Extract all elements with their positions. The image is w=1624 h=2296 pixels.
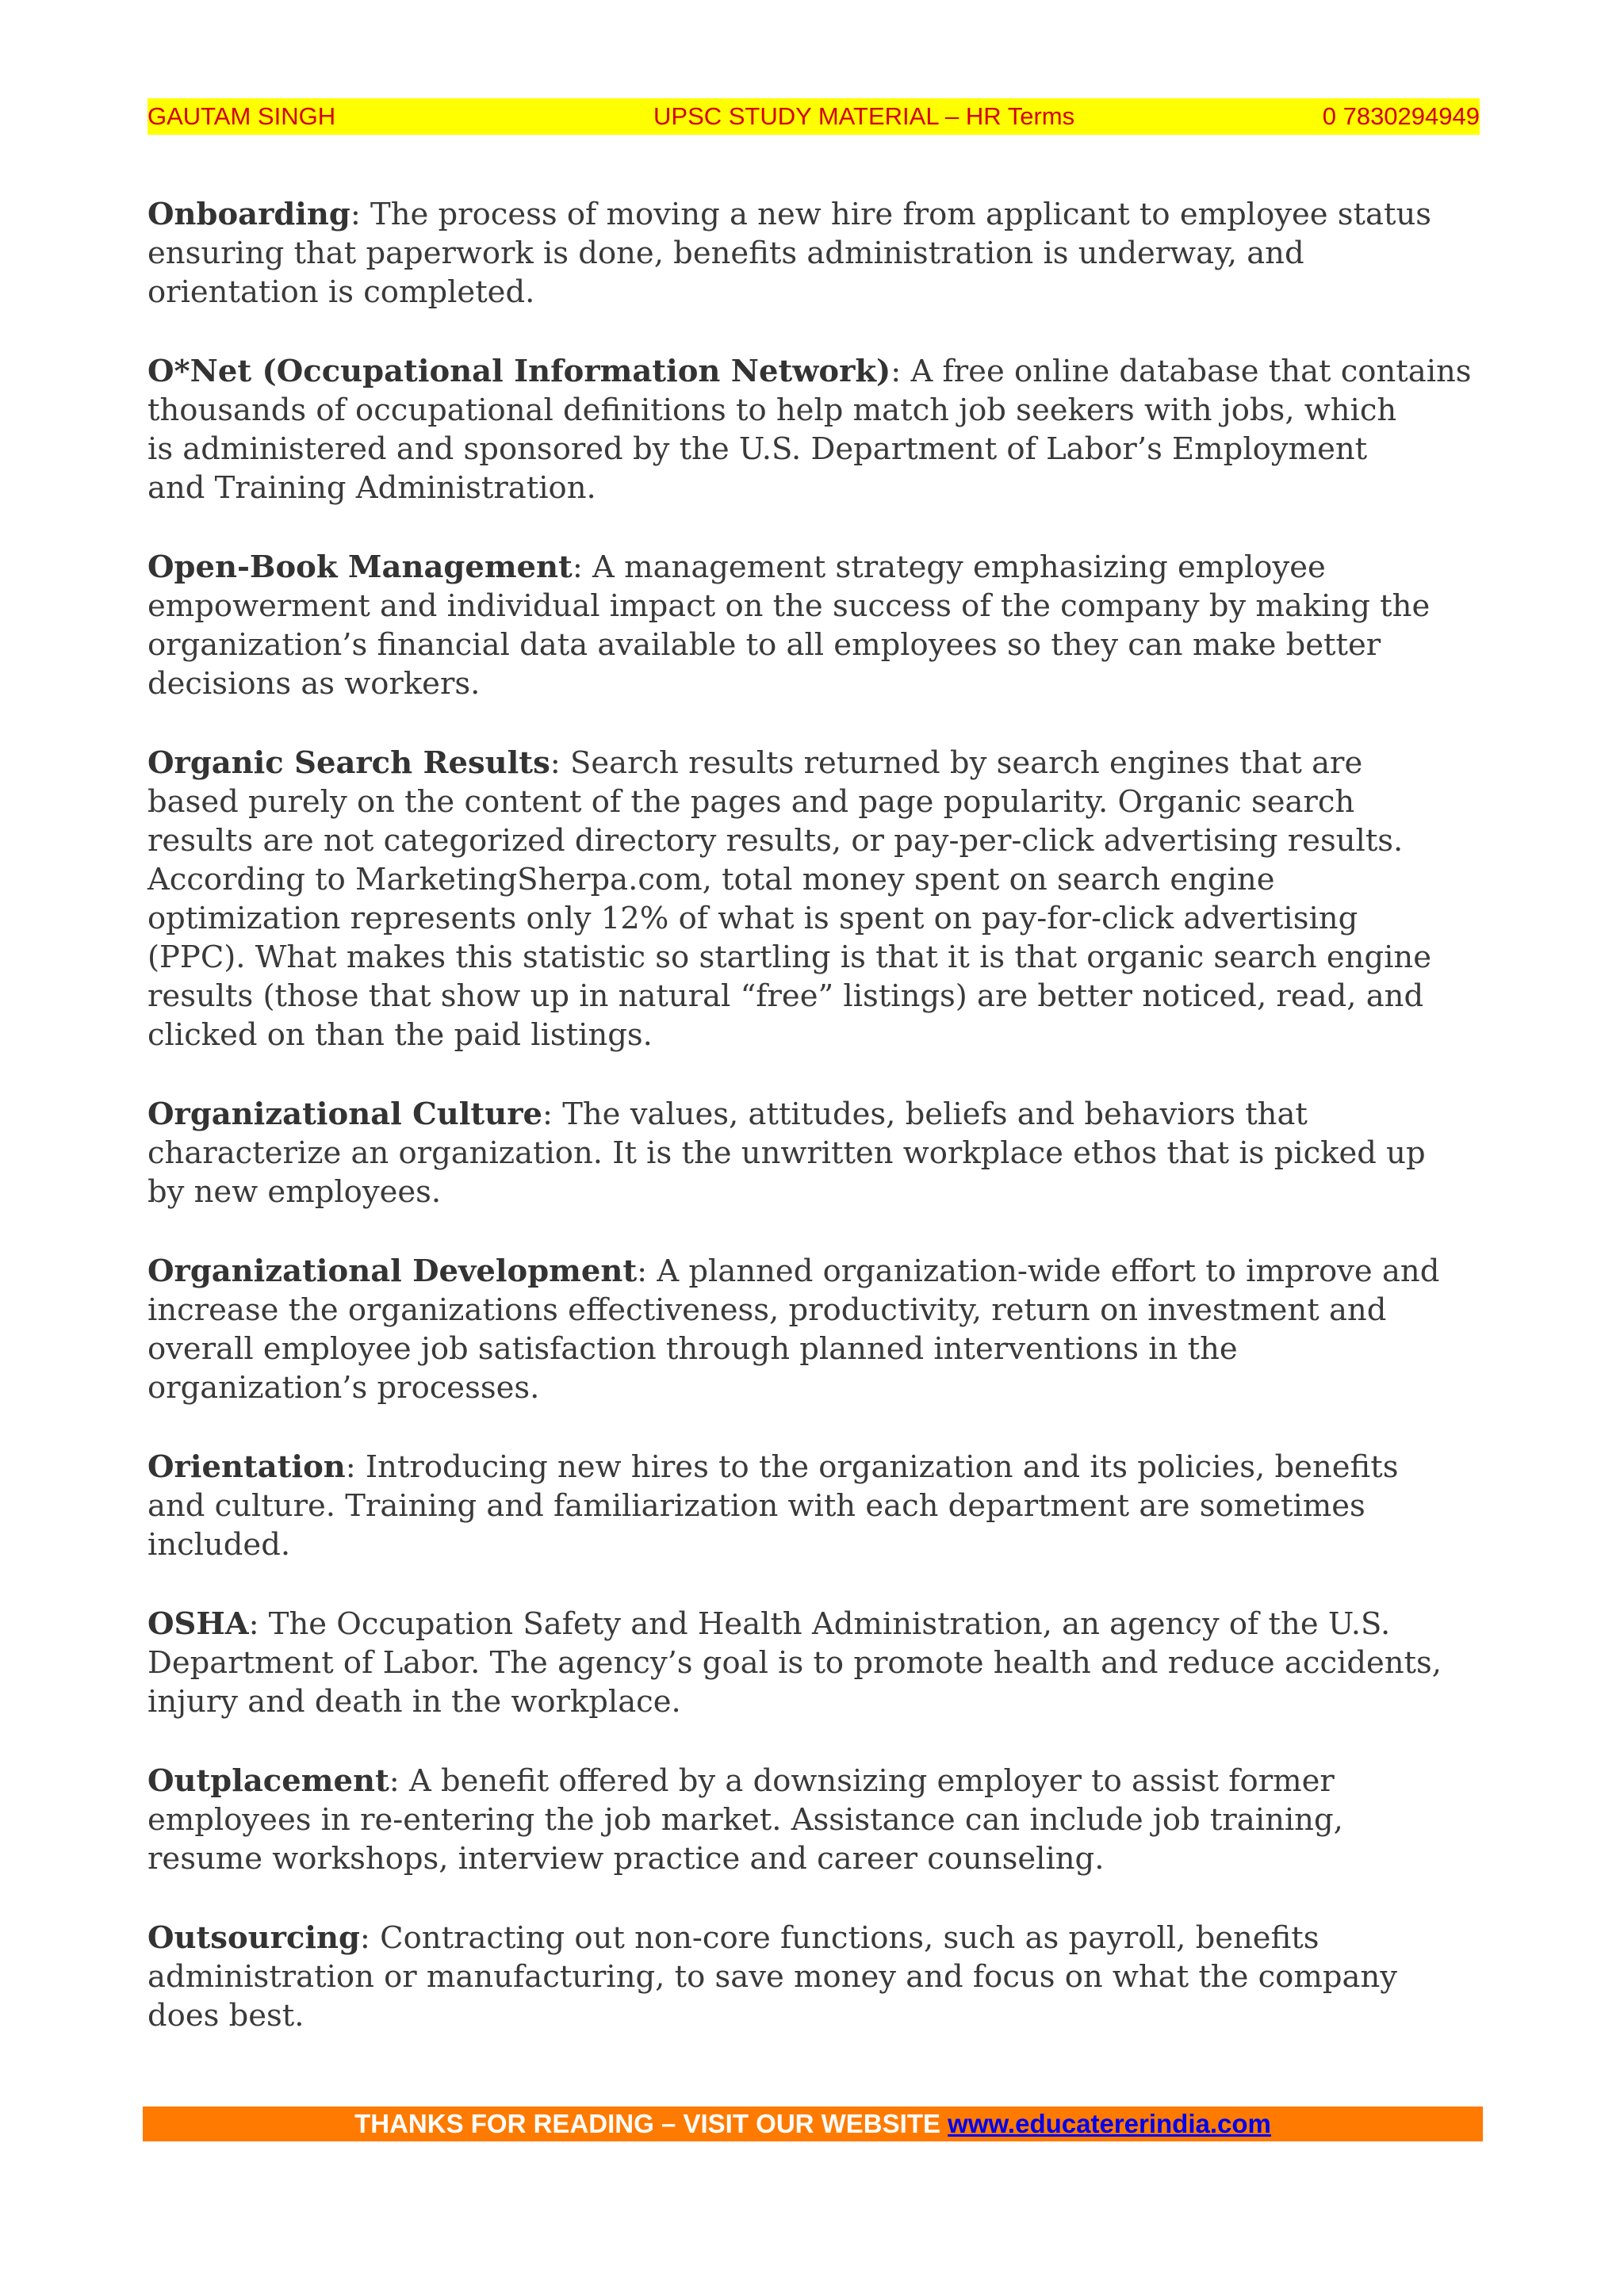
entry-line: empowerment and individual impact on the success of the company by making the — [147, 588, 1431, 624]
entry-line: ensuring that paperwork is done, benefits administration is underway, and — [147, 235, 1304, 271]
entry-term: Orientation — [147, 1449, 346, 1485]
entry-line — [147, 1605, 1488, 1644]
entry-term: Onboarding — [147, 197, 350, 232]
entry-definition: : A management strategy emphasizing employee — [572, 549, 1326, 585]
header-title: UPSC STUDY MATERIAL – HR Terms — [653, 102, 1075, 130]
entry-line — [147, 1252, 1488, 1291]
entry-line: does best. — [147, 1998, 304, 2034]
entry-line: optimization represents only 12% of what is spent on pay-for-click advertising — [147, 901, 1358, 936]
entry-line: by new employees. — [147, 1174, 442, 1210]
entry-line — [147, 1919, 1488, 1957]
glossary-content — [147, 195, 1488, 2076]
entry-term: Outsourcing — [147, 1920, 360, 1956]
entry-line — [147, 744, 1488, 783]
entry-line — [147, 1448, 1488, 1487]
entry-line: based purely on the content of the pages and page popularity. Organic search — [147, 784, 1355, 820]
entry-line: results (those that show up in natural “free” listings) are better noticed, read, and — [147, 978, 1424, 1014]
entry-line: is administered and sponsored by the U.S. Department of Labor’s Employment — [147, 431, 1368, 467]
entry-term: O*Net (Occupational Information Network) — [147, 354, 891, 389]
entry-line — [147, 352, 1488, 391]
entry-line: results are not categorized directory results, or pay-per-click advertising results. — [147, 823, 1404, 859]
entry-line: clicked on than the paid listings. — [147, 1017, 653, 1053]
entry-line: overall employee job satisfaction through planned interventions in the — [147, 1331, 1238, 1367]
footer-text: THANKS FOR READING – VISIT OUR WEBSITE — [354, 2109, 948, 2138]
entry-term: Outplacement — [147, 1763, 389, 1799]
header-phone: 0 7830294949 — [1322, 102, 1480, 130]
entry-term: Organizational Culture — [147, 1096, 542, 1132]
entry-line: resume workshops, interview practice and career counseling. — [147, 1841, 1105, 1877]
entry-line: decisions as workers. — [147, 666, 481, 702]
website-link[interactable]: www.educatererindia.com — [948, 2109, 1271, 2138]
glossary-entry — [147, 744, 1488, 1054]
entry-line: characterize an organization. It is the unwritten workplace ethos that is picked up — [147, 1135, 1426, 1171]
entry-line: increase the organizations effectiveness, productivity, return on investment and — [147, 1292, 1387, 1328]
entry-term: Organic Search Results — [147, 745, 550, 781]
page-header — [147, 98, 1480, 135]
page-footer — [143, 2107, 1483, 2141]
entry-definition: : Search results returned by search engines that are — [550, 745, 1363, 781]
entry-definition: : The Occupation Safety and Health Administration, an agency of the U.S. — [248, 1606, 1391, 1642]
entry-line: organization’s processes. — [147, 1370, 540, 1406]
entry-line: administration or manufacturing, to save money and focus on what the company — [147, 1959, 1397, 1995]
entry-line — [147, 1095, 1488, 1134]
entry-line: orientation is completed. — [147, 274, 535, 310]
glossary-entry — [147, 548, 1488, 703]
entry-line — [147, 548, 1488, 587]
glossary-entry — [147, 1605, 1488, 1721]
entry-line: Department of Labor. The agency’s goal is to promote health and reduce accidents, — [147, 1645, 1442, 1681]
entry-definition: : Introducing new hires to the organization and its policies, benefits — [345, 1449, 1399, 1485]
entry-term: Open-Book Management — [147, 549, 573, 585]
entry-term: OSHA — [147, 1606, 249, 1642]
glossary-entry — [147, 352, 1488, 507]
entry-line: (PPC). What makes this statistic so startling is that it is that organic search engine — [147, 939, 1432, 975]
entry-definition: : Contracting out non-core functions, such as payroll, benefits — [359, 1920, 1320, 1956]
glossary-entry — [147, 1762, 1488, 1878]
entry-definition: : The process of moving a new hire from applicant to employee status — [350, 197, 1432, 232]
entry-line: and culture. Training and familiarization with each department are sometimes — [147, 1488, 1365, 1524]
entry-line: employees in re-entering the job market. Assistance can include job training, — [147, 1802, 1343, 1838]
glossary-entry — [147, 195, 1488, 312]
entry-line: thousands of occupational definitions to help match job seekers with jobs, which — [147, 392, 1397, 428]
entry-line: included. — [147, 1527, 291, 1563]
entry-line: injury and death in the workplace. — [147, 1684, 681, 1720]
glossary-entry — [147, 1095, 1488, 1211]
glossary-entry — [147, 1919, 1488, 2035]
entry-line: organization’s financial data available to all employees so they can make better — [147, 627, 1381, 663]
entry-definition: : A benefit offered by a downsizing employer to assist former — [389, 1763, 1335, 1799]
glossary-entry — [147, 1448, 1488, 1564]
entry-line: and Training Administration. — [147, 470, 596, 506]
entry-definition: : The values, attitudes, beliefs and behaviors that — [542, 1096, 1308, 1132]
entry-line — [147, 195, 1488, 234]
entry-definition: : A free online database that contains — [891, 354, 1472, 389]
entry-line — [147, 1762, 1488, 1800]
entry-line: According to MarketingSherpa.com, total money spent on search engine — [147, 862, 1275, 897]
entry-term: Organizational Development — [147, 1253, 638, 1289]
header-author: GAUTAM SINGH — [147, 102, 336, 130]
entry-definition: : A planned organization-wide effort to improve and — [637, 1253, 1440, 1289]
glossary-entry — [147, 1252, 1488, 1407]
